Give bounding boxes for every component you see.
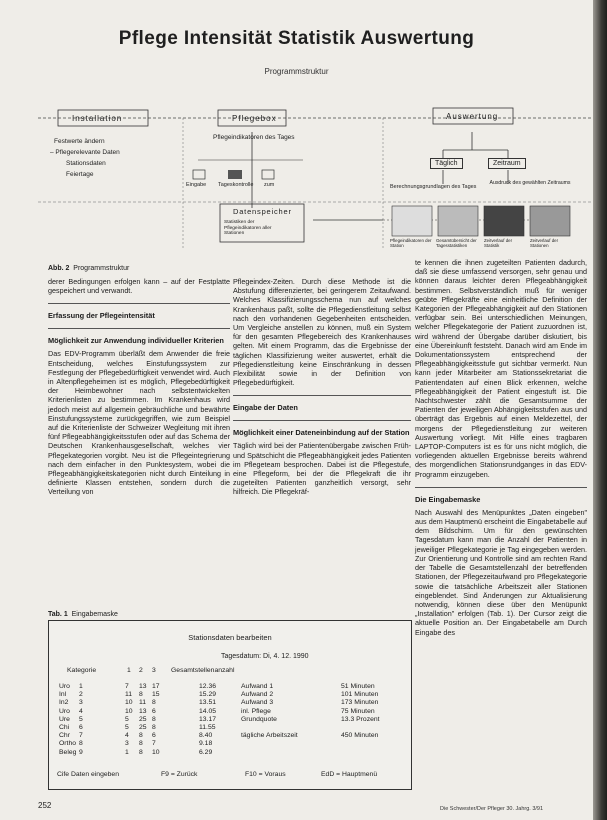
summary-row: Aufwand 3 173 Minuten <box>241 699 379 707</box>
summary-row: Aufwand 2 101 Minuten <box>241 691 379 699</box>
text-column-2 <box>233 277 411 503</box>
summary-row: inl. Pflege 75 Minuten <box>241 707 375 715</box>
paragraph: Täglich wird bei der Patientenübergabe zwischen Früh- und Spätschicht die Pflegeabhängigkeit jedes Patienten im Pflegeteam besprochen. Dabei ist die Pflegestufe, eine Pflegeform, bei der die Pflegekraft die ihr zugeteilten Patienten ganzheitlich versorgt, sehr hilfreich. Die Pflegekräf- <box>233 441 411 497</box>
auswertung-box: Auswertung <box>446 112 499 121</box>
page-subtitle: Programmstruktur <box>264 67 329 76</box>
installation-item: Festwerte ändern <box>54 138 105 145</box>
table-row: Chi 6 5 25 8 11.55 <box>59 723 216 731</box>
summary-row: Grundquote 13.3 Prozent <box>241 715 380 723</box>
page-title: Pflege Intensität Statistik Auswertung <box>118 28 475 49</box>
output-caption: Gesamtübersicht der Tagesstatistiken <box>436 238 477 248</box>
output-daily-label: Berechnungsgrundlagen des Tages <box>390 184 477 190</box>
screen-date: Tagesdatum: Di, 4. 12. 1990 <box>221 653 309 660</box>
paragraph: derer Bedingungen erfolgen kann – auf der Festplatte gespeichert und verwandt. <box>48 277 230 296</box>
summary-row <box>241 724 406 732</box>
taeglich-box: Täglich <box>430 158 463 169</box>
section-heading: Erfassung der Pflegeintensität <box>48 311 155 321</box>
subsection-heading: Möglichkeit zur Anwendung individueller Kriterien <box>48 336 224 346</box>
table-row: Beleg 9 1 8 10 6.29 <box>59 748 213 756</box>
capture-label: Eingabe <box>186 182 207 188</box>
text-column-1 <box>48 277 230 503</box>
figure-caption: Abb. 2 Programmstruktur <box>48 265 130 272</box>
pflegeindikatoren-label: Pflegeindikatoren des Tages <box>213 134 295 141</box>
fn-key-label: F9 = Zurück <box>161 771 198 778</box>
page-number: 252 <box>38 801 52 810</box>
summary-row: Aufwand 1 51 Minuten <box>241 683 375 690</box>
table-row: Ortho 8 3 8 7 9.18 <box>59 740 213 748</box>
output-period-label: Ausdruck des gewählten Zeitraums <box>489 180 571 186</box>
paragraph: Nach Auswahl des Menüpunktes „Daten eingeben" aus dem Hauptmenü erscheint die Eingabetabelle auf dem Bildschirm. Um für den gewünschten Tagesdatum kann man die Anzahl der Patienten in jeweiliger Pflegekategorie je Tag eingegeben werden. Zur Orientierung und Kontrolle sind am rechten Rand der Tabelle die Gesamtstellenzahl der betreffenden Stationen, der Pflegezeitaufwand pro Pflegekategorie sowie die tatsächliche Arbeitszeit aller Stationen eingeblendet. Sind Änderungen zur Aktualisierung notwendig, können diese über den Menüpunkt „Installation" erfolgen (Tab. 1). Der Cursor zeigt die aktuelle Position an. Der Eingabetabelle am Durch Eingabe des <box>415 507 587 637</box>
datenspeicher-text: Statistiken der Pflegeindikatoren aller Stationen <box>224 220 272 236</box>
fn-key-label: EdD = Hauptmenü <box>321 771 378 778</box>
installation-item: – Pflegerelevante Daten <box>50 149 120 156</box>
output-caption: Zeitverlauf der Statistik <box>484 238 513 248</box>
fn-key-label: F10 = Voraus <box>245 771 286 778</box>
fn-key-label: Cife Daten eingeben <box>57 771 119 778</box>
output-caption: Zeitverlauf der Stationen <box>530 238 559 248</box>
book-spine-shadow <box>593 0 607 820</box>
program-structure-diagram <box>38 98 593 250</box>
capture-label: zum <box>264 182 275 188</box>
output-caption: Pflegeindikatoren der Station <box>390 238 432 248</box>
footer-source: Die Schwester/Der Pfleger 30. Jahrg. 3/91 <box>440 806 544 812</box>
paragraph: te kennen die ihnen zugeteilten Patienten dadurch, daß sie diese umfassend versorgen, sehr genau und können daraus leichter deren Pflegeabhängigkeit bestimmen. Selbstverständlich muß für weniger geübte Pflegekräfte eine einheitliche Definition der Kategorien der Pflegeabhängigkeit auf den Stationen verfügbar sein. Bei unterschiedlichen Meinungen, welcher Pflegekategorie der Patient zuzuordnen ist, wird während der Übergabe darüber diskutiert, bis eine Übereinkunft feststeht. Danach wird am Ende im Dokumentationssystem entsprechend der Pflegeabhängigkeitsstufe gut sichtbar vermerkt. Nun kann jeder Mitarbeiter am Stationssekretariat die Patientendaten auf einen Blick erkennen, welche Pflegeabhängigkeit der Patient eingestuft ist. Die Nachtschwester zählt die Gesamtsumme der Patienten der jeweiligen Abhängigkeitsstufen aus und überträgt das Ergebnis auf einen Meldezettel, der morgens der Pflegedienstleitung zur weiteren Auswertung vorliegt. Mit Hilfe eines tragbaren LAPTOP-Computers ist es für uns nicht möglich, die vorliegenden aktuellen Ergebnisse bereits während des morgendlichen Stationsrundganges in das EDV-Programm einzugeben. <box>415 258 587 479</box>
input-mask-screenshot <box>48 620 412 790</box>
section-heading: Eingabe der Daten <box>233 403 298 413</box>
zeitraum-box: Zeitraum <box>488 158 526 169</box>
summary-panel <box>241 683 406 740</box>
table-row: Chr 7 4 8 6 8.40 <box>59 732 213 740</box>
installation-box: Installation <box>72 114 123 123</box>
text-column-3 <box>415 258 587 643</box>
col-header-3: 3 <box>152 667 156 674</box>
col-header-1: 1 <box>127 667 131 674</box>
table-row: Uro 1 7 13 17 12.36 <box>59 683 217 690</box>
col-header-gesamt: Gesamtstellenanzahl <box>171 667 235 674</box>
col-header-2: 2 <box>139 667 143 674</box>
screen-header: Stationsdaten bearbeiten <box>188 633 272 642</box>
capture-label: Tageskontrolle <box>218 182 254 188</box>
table-row: Uro 4 10 13 6 14.05 <box>59 707 217 715</box>
subsection-heading: Möglichkeit einer Dateneinbindung auf der Station <box>233 428 410 438</box>
installation-item: Feiertage <box>66 171 94 178</box>
section-heading: Die Eingabemaske <box>415 494 481 504</box>
col-header-kategorie: Kategorie <box>67 667 97 674</box>
table-row: Inl 2 11 8 15 15.29 <box>59 691 217 699</box>
datenspeicher-label: Datenspeicher <box>233 207 292 216</box>
table-row: Ure 5 5 25 8 13.17 <box>59 715 217 723</box>
installation-item: Stationsdaten <box>66 160 106 167</box>
summary-row: tägliche Arbeitszeit 450 Minuten <box>241 732 379 740</box>
table-caption: Tab. 1 Eingabemaske <box>48 611 118 618</box>
paragraph: Pflegeindex-Zeiten. Durch diese Methode ist die Abstufung differenzierter, bei geringerem Zeitaufwand. Welches Klassifizierungsschema nun auf welches Krankenhaus paßt, sollte die Pflegedienstleitung selbst nach den vorhandenen Gegebenheiten entscheiden. Um Vergleiche anstellen zu können, muß ein System für den gesamten Pflegebereich des Krankenhauses gelten. Mit einem Programm, das die Ergebnisse der täglichen Klassifizierung weiter auswertet, erhält die Pflegedienstleitung keine Einschränkung in dessen Flexibilität sowie in der Definition von Pflegebedürftigkeit. <box>233 277 411 388</box>
pflegebox-box: Pflegebox <box>232 114 277 123</box>
paragraph: Das EDV-Programm überläßt dem Anwender die freie Entscheidung, welches Einstufungssystem zur Festlegung der Pflegebedürftigkeit verwendet wird. Auch in Altenpflegeheimen ist es möglich, Pflegebedürftigkeit der Heimbewohner nach selbstentwickelten Kriterienlisten zu bestimmen. Im Krankenhaus wird jedoch meist auf allgemein gebräuchliche und bewährte Einstufungssysteme zurückgegriffen, wie zum Beispiel auf die Kriterienliste der Schweizer Wegleitung mit ihren fünf Pflegeabhängigkeitsstufen oder auf das Schema der Deutschen Krankenhausgesellschaft, welches vier Pflegekategorien vorgibt. Neu ist die Pflegeintegrierung nach dem einfacher in den Punktesystem, wobei die Pflegeabhängigkeitskategorien nicht durch Einteilung in definierte Klassen entstehen, sondern durch die Verteilung von <box>48 349 230 497</box>
table-row: In2 3 10 11 8 13.51 <box>59 699 217 707</box>
